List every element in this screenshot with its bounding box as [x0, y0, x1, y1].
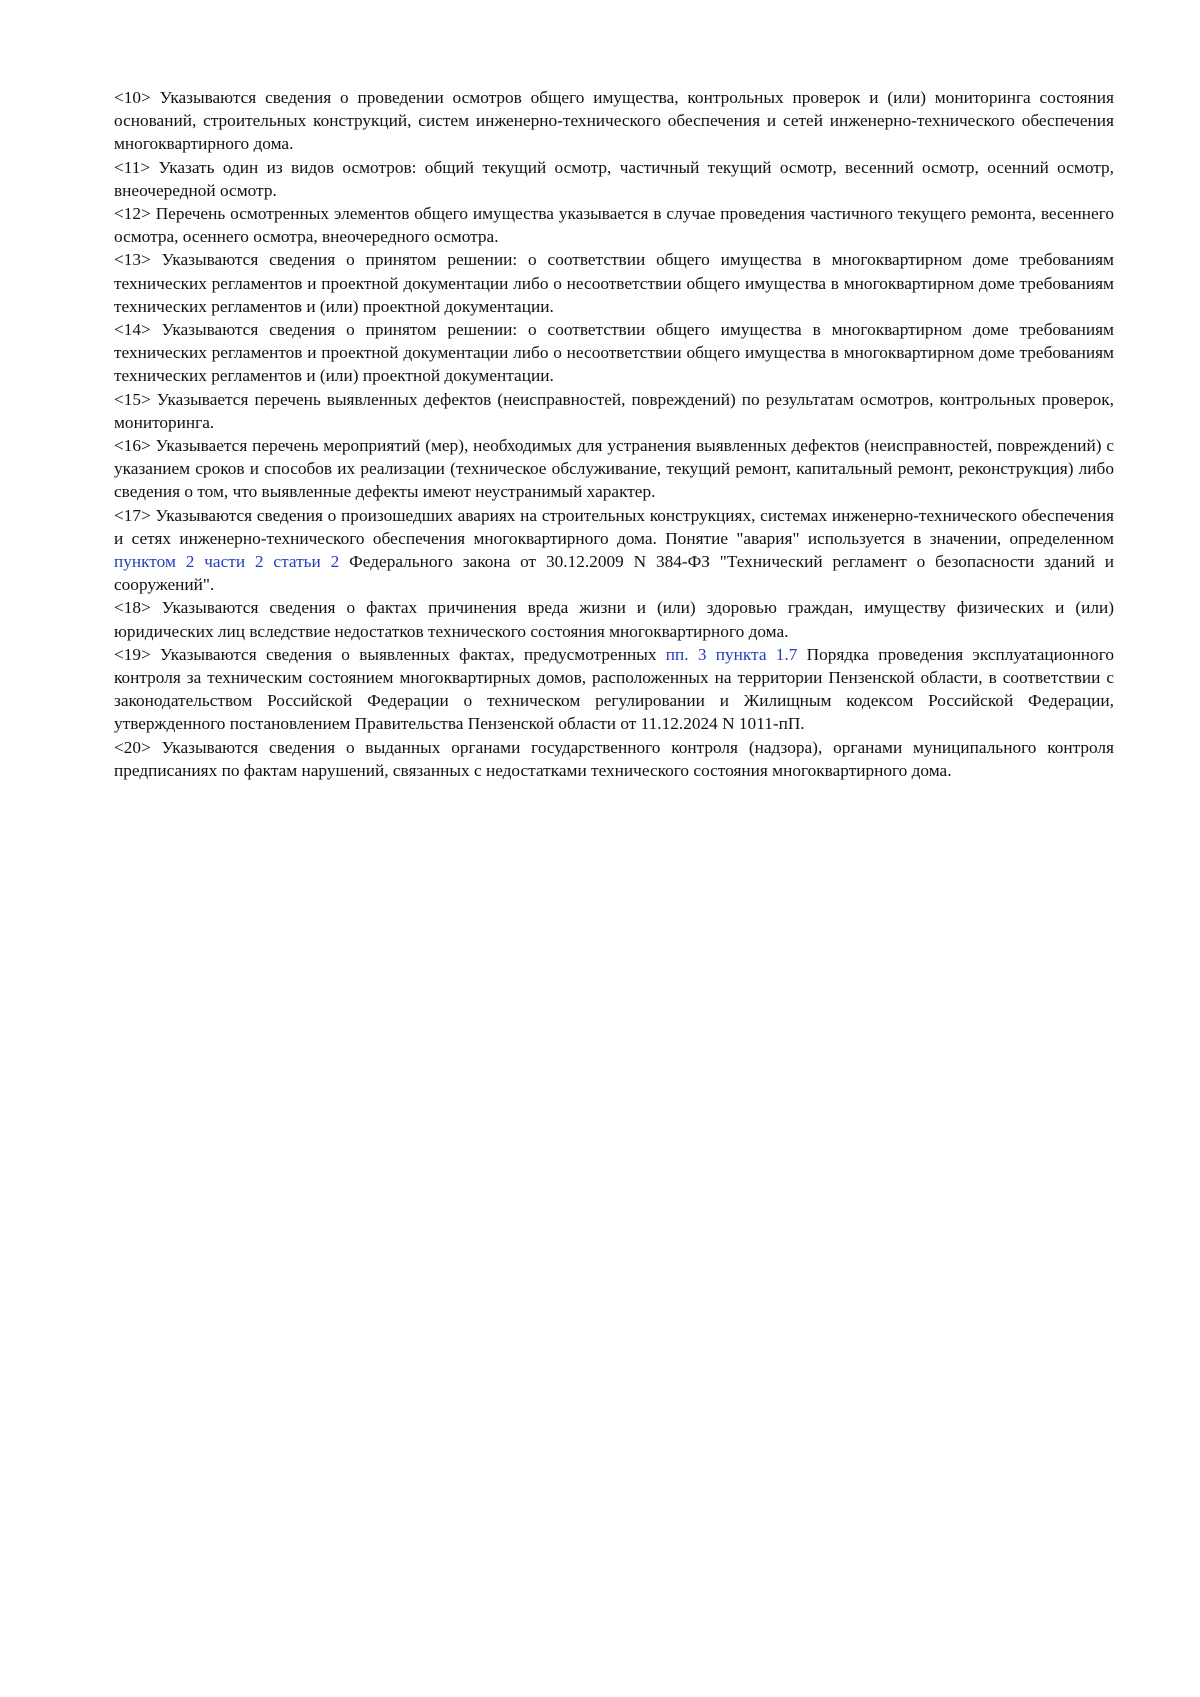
footnote-text: <10> Указываются сведения о проведении осмотров общего имущества, контрольных проверок и (или) мониторинга состояния оснований, строительных конструкций, систем инженерно-технического обеспечения и сетей инженерно-технического обеспечения многоквартирного дома. — [114, 88, 1114, 154]
footnote-18 — [114, 596, 1114, 642]
footnote-17 — [114, 504, 1114, 597]
footnote-text: <20> Указываются сведения о выданных органами государственного контроля (надзора), органами муниципального контроля предписаниях по фактам нарушений, связанных с недостатками технического состояния многоквартирного дома. — [114, 737, 1114, 780]
footnote-text: Порядка проведения эксплуатационного контроля за техническим состоянием многоквартирных домов, расположенных на территории Пензенской области, в соответствии с законодательством Российской Федерации о техническом регулировании и Жилищным кодексом Российской Федерации, утвержденного постановлением Правительства Пензенской области от 11.12.2024 N 1011-пП. — [114, 644, 1114, 734]
footnote-13 — [114, 248, 1114, 318]
footnote-text: <18> Указываются сведения о фактах причинения вреда жизни и (или) здоровью граждан, имуществу физических и (или) юридических лиц вследствие недостатков технического состояния многоквартирного дома. — [114, 598, 1114, 641]
footnote-16 — [114, 434, 1114, 504]
footnote-10 — [114, 86, 1114, 156]
footnote-text: <17> Указываются сведения о произошедших авариях на строительных конструкциях, системах инженерно-технического обеспечения и сетях инженерно-технического обеспечения многоквартирного дома. Понятие "авария" используется в значении, определенном — [114, 505, 1114, 548]
footnote-11 — [114, 156, 1114, 202]
footnote-20 — [114, 736, 1114, 782]
footnote-text: Федерального закона от 30.12.2009 N 384-ФЗ "Технический регламент о безопасности зданий и сооружений". — [114, 552, 1115, 595]
footnote-text: <16> Указывается перечень мероприятий (мер), необходимых для устранения выявленных дефектов (неисправностей, повреждений) с указанием сроков и способов их реализации (техническое обслуживание, текущий ремонт, капитальный ремонт, реконструкция) либо сведения о том, что выявленные дефекты имеют неустранимый характер. — [114, 436, 1114, 502]
footnote-15 — [114, 388, 1114, 434]
footnote-text: <14> Указываются сведения о принятом решении: о соответствии общего имущества в многоквартирном доме требованиям технических регламентов и проектной документации либо о несоответствии общего имущества в многоквартирном доме требованиям технических регламентов и (или) проектной документации. — [114, 320, 1114, 386]
footnote-text: <13> Указываются сведения о принятом решении: о соответствии общего имущества в многоквартирном доме требованиям технических регламентов и проектной документации либо о несоответствии общего имущества в многоквартирном доме требованиям технических регламентов и (или) проектной документации. — [114, 250, 1114, 316]
footnote-12 — [114, 202, 1114, 248]
document-page — [114, 86, 1114, 782]
footnote-text: <19> Указываются сведения о выявленных фактах, предусмотренных — [114, 644, 666, 664]
footnote-14 — [114, 318, 1114, 388]
footnote-text: <12> Перечень осмотренных элементов общего имущества указывается в случае проведения частичного текущего ремонта, весеннего осмотра, осеннего осмотра, внеочередного осмотра. — [114, 204, 1114, 247]
law-384-fz-article-link[interactable]: пунктом 2 части 2 статьи 2 — [114, 552, 340, 572]
footnote-19 — [114, 643, 1114, 736]
footnote-text: <15> Указывается перечень выявленных дефектов (неисправностей, повреждений) по результатам осмотров, контрольных проверок, мониторинга. — [114, 389, 1114, 432]
procedure-clause-link[interactable]: пп. 3 пункта 1.7 — [665, 644, 798, 664]
footnote-text: <11> Указать один из видов осмотров: общий текущий осмотр, частичный текущий осмотр, весенний осмотр, осенний осмотр, внеочередной осмотр. — [114, 157, 1114, 200]
